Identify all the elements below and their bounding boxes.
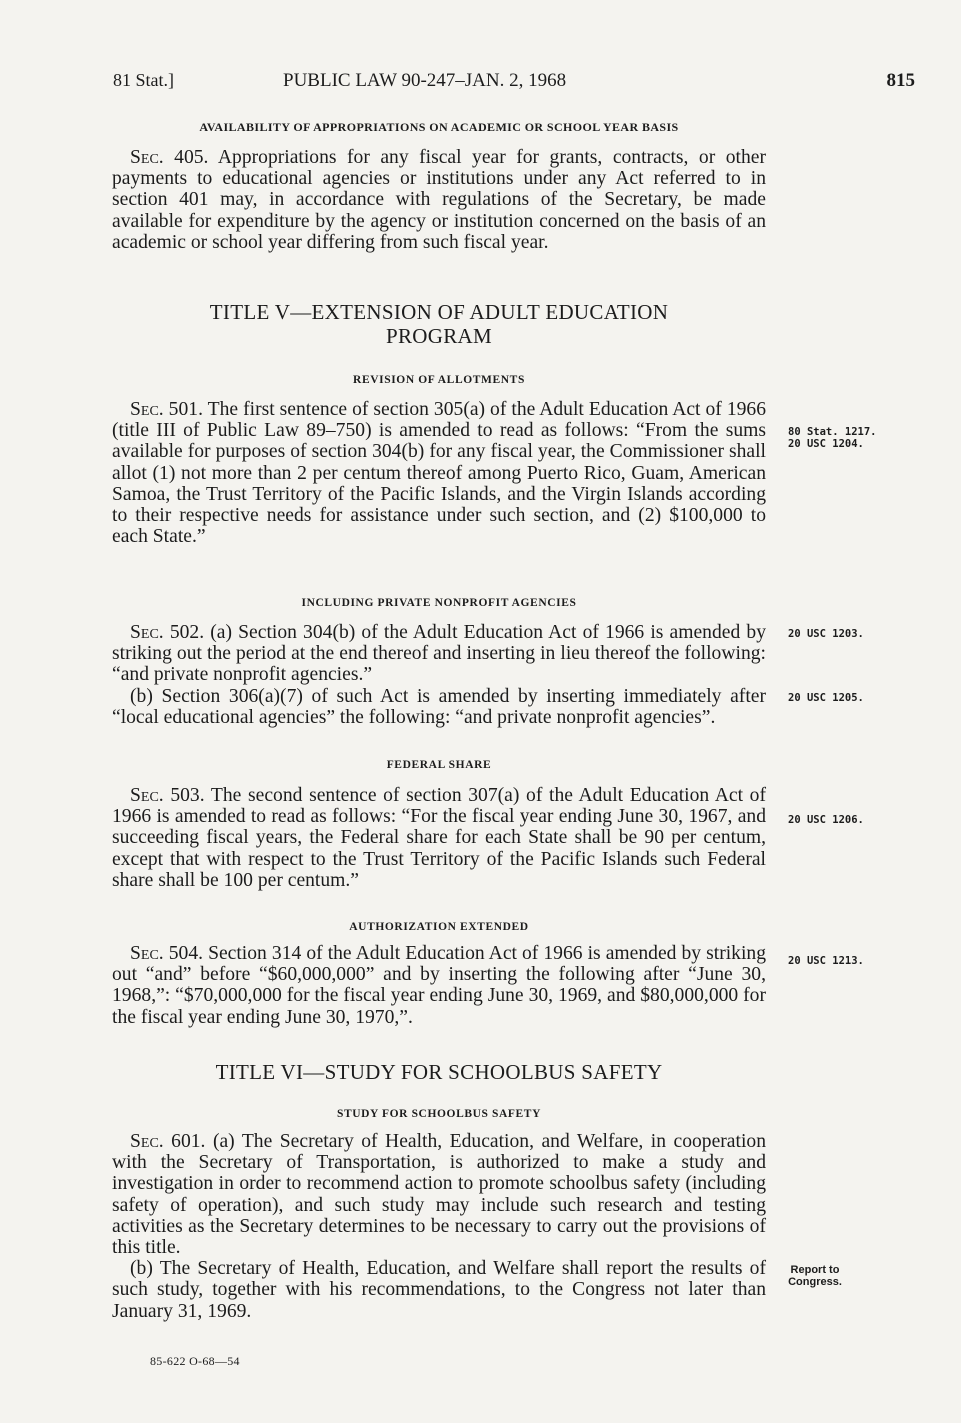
section-heading: REVISION OF ALLOTMENTS — [353, 374, 525, 386]
section-label: Sec. 601. — [130, 1131, 206, 1152]
section-label: Sec. 405. — [130, 147, 209, 168]
margin-note-601 — [775, 1264, 855, 1288]
section-label: Sec. 504. — [130, 943, 204, 964]
section-heading: FEDERAL SHARE — [386, 759, 492, 771]
page-number: 815 — [886, 70, 915, 91]
section-601 — [112, 1108, 766, 1322]
title-heading-line1: TITLE VI—STUDY FOR SCHOOLBUS SAFETY — [215, 1060, 663, 1084]
title-heading-line2: PROGRAM — [386, 324, 492, 348]
margin-note-504: 20 USC 1213. — [788, 955, 864, 967]
public-law-title: PUBLIC LAW 90-247–JAN. 2, 1968 — [283, 70, 567, 91]
running-head — [113, 70, 915, 98]
section-502 — [112, 597, 766, 728]
section-503 — [112, 759, 766, 891]
section-label: Sec. 502. — [130, 622, 205, 643]
note-line: 20 USC 1204. — [788, 438, 864, 450]
section-text — [112, 399, 766, 547]
section-heading: INCLUDING PRIVATE NONPROFIT AGENCIES — [301, 597, 577, 609]
statute-volume: 81 Stat.] — [113, 70, 174, 90]
section-heading: STUDY FOR SCHOOLBUS SAFETY — [336, 1108, 541, 1120]
section-text — [112, 147, 766, 253]
section-504 — [112, 921, 766, 1028]
section-text-a — [112, 622, 766, 686]
section-heading: AVAILABILITY OF APPROPRIATIONS ON ACADEMIC OR SCHOOL YEAR BASIS — [199, 120, 679, 134]
note-line: 80 Stat. 1217. — [788, 426, 877, 438]
section-label: Sec. 501. — [130, 399, 203, 420]
section-text-b: (b) The Secretary of Health, Education, and Welfare shall report the results of such study, together with his recommendations, to the Congress not later than January 31, 1969. — [112, 1258, 766, 1322]
margin-note-501 — [788, 426, 898, 450]
section-body: The second sentence of section 307(a) of the Adult Education Act of 1966 is amended to read as follows: “For the fiscal year ending June 30, 1967, and succeeding fiscal years, the Federal share for each State shall be 90 per centum, except that with respect to the Trust Territory of the Pacific Islands such Federal share shall be 100 per centum.” — [112, 785, 767, 891]
section-body: (a) Section 304(b) of the Adult Education Act of 1966 is amended by striking out the period at the end thereof and inserting in lieu thereof the following: “and private nonprofit agencies.” — [112, 622, 767, 686]
margin-note-502a: 20 USC 1203. — [788, 628, 864, 640]
margin-note-503: 20 USC 1206. — [788, 814, 864, 826]
title-v-heading — [112, 300, 766, 348]
section-405 — [112, 120, 766, 253]
section-body: The first sentence of section 305(a) of the Adult Education Act of 1966 (title III of Public Law 89–750) is amended to read as follows: “From the sums available for purposes of section 304(b) for any fiscal year, the Commissioner shall allot (1) not more than 2 per centum thereof among Puerto Rico, Guam, American Samoa, the Trust Territory of the Pacific Islands, and the Virgin Islands according to their respective needs for assistance under such section, and (2) $100,000 to each State.” — [112, 399, 767, 548]
section-text-b: (b) Section 306(a)(7) of such Act is amended by inserting immediately after “local educational agencies” the following: “and private nonprofit agencies”. — [112, 685, 766, 728]
print-code: 85-622 O-68—54 — [150, 1354, 240, 1368]
section-label: Sec. 503. — [130, 785, 205, 806]
section-body: Appropriations for any fiscal year for grants, contracts, or other payments to educational agencies or institutions under any Act referred to in section 401 may, in accordance with regulations of the Secretary, be made available for expenditure by the agency or institution concerned on the basis of an academic or school year differing from such fiscal year. — [112, 147, 766, 253]
note-line: Congress. — [788, 1276, 842, 1288]
section-heading: AUTHORIZATION EXTENDED — [349, 921, 529, 933]
title-heading-line1: TITLE V—EXTENSION OF ADULT EDUCATION — [209, 300, 669, 324]
section-text-a — [112, 1131, 766, 1258]
note-line: Report to — [790, 1264, 840, 1276]
section-body: Section 314 of the Adult Education Act of 1966 is amended by striking out “and” before “$60,000,000” and by inserting the following after “June 30, 1968,”: “$70,000,000 for the fiscal year ending June 30, 1969, and $80,000,000 for the fiscal year ending June 30, 1970,”. — [112, 943, 766, 1028]
margin-note-502b: 20 USC 1205. — [788, 692, 864, 704]
section-body: (a) The Secretary of Health, Education, and Welfare, in cooperation with the Secretary of Transportation, is authorized to make a study and investigation in order to recommend action to promote schoolbus safety (including safety of operation), and such study may include such research and testing activities as the Secretary determines to be necessary to carry out the provisions of this title. — [112, 1131, 766, 1259]
section-text — [112, 785, 766, 891]
title-vi-heading — [112, 1060, 766, 1084]
section-501 — [112, 374, 766, 547]
section-text — [112, 943, 766, 1028]
